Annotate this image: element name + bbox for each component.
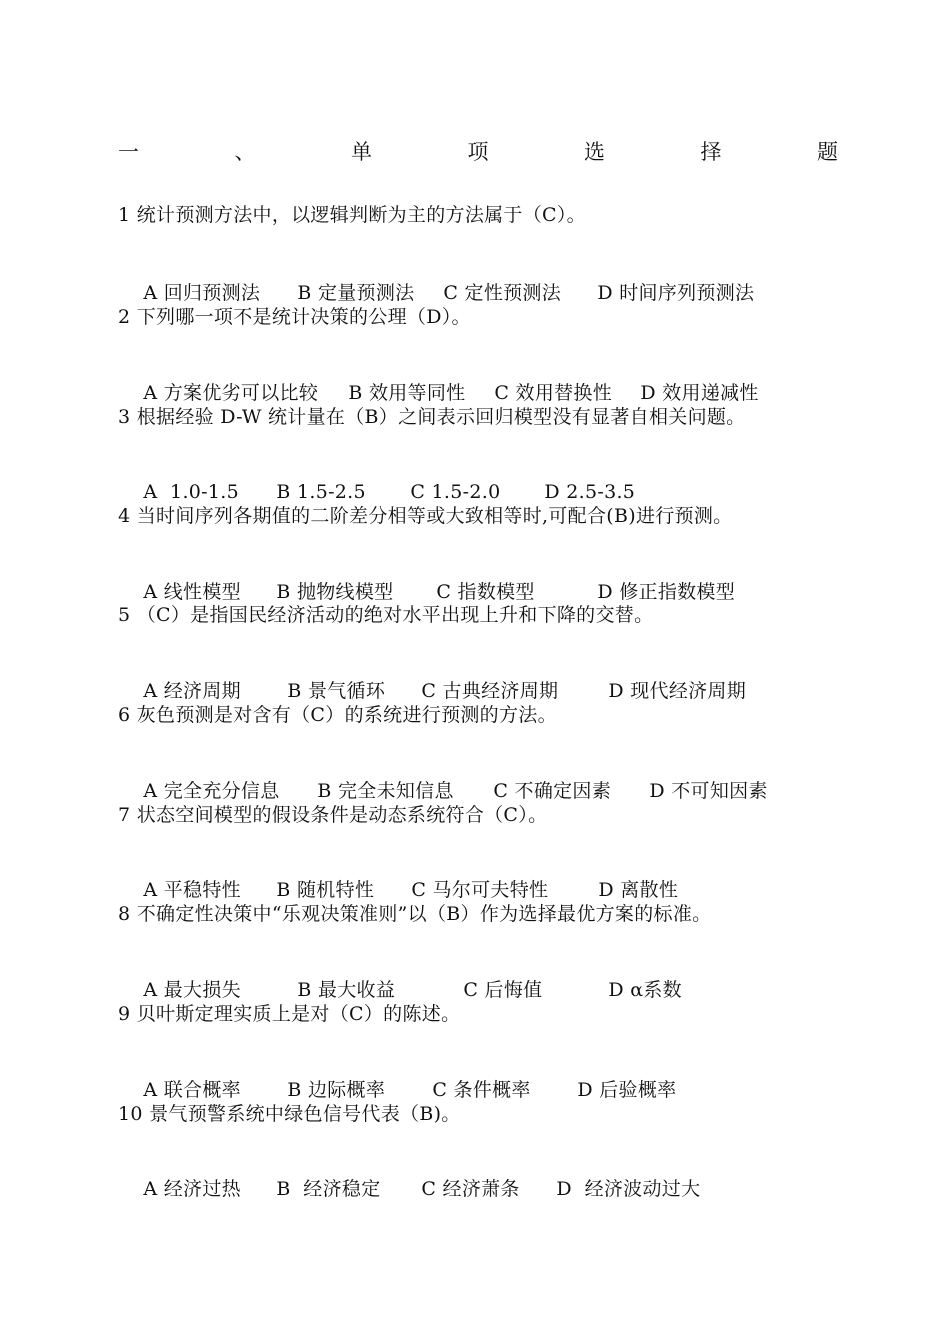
option: B 抛物线模型 <box>276 581 394 603</box>
option: C 指数模型 <box>436 581 535 603</box>
option: C 不确定因素 <box>493 780 612 802</box>
option: C 定性预测法 <box>443 282 562 304</box>
option: A 1.0-1.5 <box>143 481 240 503</box>
title-char: 单 <box>351 140 372 164</box>
option: B 效用等同性 <box>348 382 466 404</box>
option: C 条件概率 <box>432 1079 531 1101</box>
option: C 效用替换性 <box>494 382 613 404</box>
option: D 不可知因素 <box>649 780 768 802</box>
option: D 修正指数模型 <box>597 581 736 603</box>
option: C 1.5-2.0 <box>410 481 501 503</box>
title-char: 择 <box>700 140 722 164</box>
option: D 2.5-3.5 <box>544 481 636 503</box>
question-text: 2 下列哪一项不是统计决策的公理（D）。 <box>118 306 471 328</box>
option: C 后悔值 <box>463 979 543 1001</box>
option: B 随机特性 <box>276 879 375 901</box>
option: B 经济稳定 <box>276 1178 381 1200</box>
title-char: 一 <box>118 140 139 164</box>
option: B 边际概率 <box>287 1079 386 1101</box>
option: C 经济萧条 <box>421 1178 520 1200</box>
option: A 经济周期 <box>143 680 241 702</box>
title-char: 项 <box>467 140 489 164</box>
question-text: 6 灰色预测是对含有（C）的系统进行预测的方法。 <box>118 704 557 726</box>
option: A 平稳特性 <box>143 879 241 901</box>
option: D 后验概率 <box>577 1079 677 1101</box>
title-char: 题 <box>817 140 838 164</box>
option: B 1.5-2.5 <box>276 481 366 503</box>
option: B 最大收益 <box>297 979 396 1001</box>
title-char: 、 <box>234 140 256 164</box>
section-title <box>118 138 838 166</box>
question-text: 9 贝叶斯定理实质上是对（C）的陈述。 <box>118 1003 461 1025</box>
option: A 方案优劣可以比较 <box>143 382 319 404</box>
option: D 经济波动过大 <box>556 1178 701 1200</box>
option: D α系数 <box>608 979 682 1001</box>
question-text: 8 不确定性决策中“乐观决策准则”以（B）作为选择最优方案的标准。 <box>118 903 712 925</box>
question-text: 5 （C）是指国民经济活动的绝对水平出现上升和下降的交替。 <box>118 604 654 626</box>
question-text: 10 景气预警系统中绿色信号代表（B)。 <box>118 1103 461 1125</box>
option: D 离散性 <box>598 879 679 901</box>
option: B 定量预测法 <box>297 282 415 304</box>
option: B 景气循环 <box>287 680 386 702</box>
option: A 回归预测法 <box>143 282 261 304</box>
option: D 时间序列预测法 <box>597 282 755 304</box>
option: A 经济过热 <box>143 1178 241 1200</box>
option: D 效用递减性 <box>640 382 759 404</box>
option: D 现代经济周期 <box>608 680 747 702</box>
option: C 马尔可夫特性 <box>411 879 549 901</box>
answer-options <box>118 1150 700 1228</box>
question-text: 3 根据经验 D-W 统计量在（B）之间表示回归模型没有显著自相关问题。 <box>118 406 746 428</box>
option: C 古典经济周期 <box>421 680 559 702</box>
option: B 完全未知信息 <box>317 780 454 802</box>
title-char: 选 <box>584 140 605 164</box>
question-text: 4 当时间序列各期值的二阶差分相等或大致相等时,可配合(B)进行预测。 <box>118 505 733 527</box>
option: A 最大损失 <box>143 979 241 1001</box>
question-text: 1 统计预测方法中，以逻辑判断为主的方法属于（C）。 <box>118 204 586 226</box>
option: A 联合概率 <box>143 1079 241 1101</box>
option: A 完全充分信息 <box>143 780 280 802</box>
question-text: 7 状态空间模型的假设条件是动态系统符合（C）。 <box>118 804 548 826</box>
option: A 线性模型 <box>143 581 241 603</box>
